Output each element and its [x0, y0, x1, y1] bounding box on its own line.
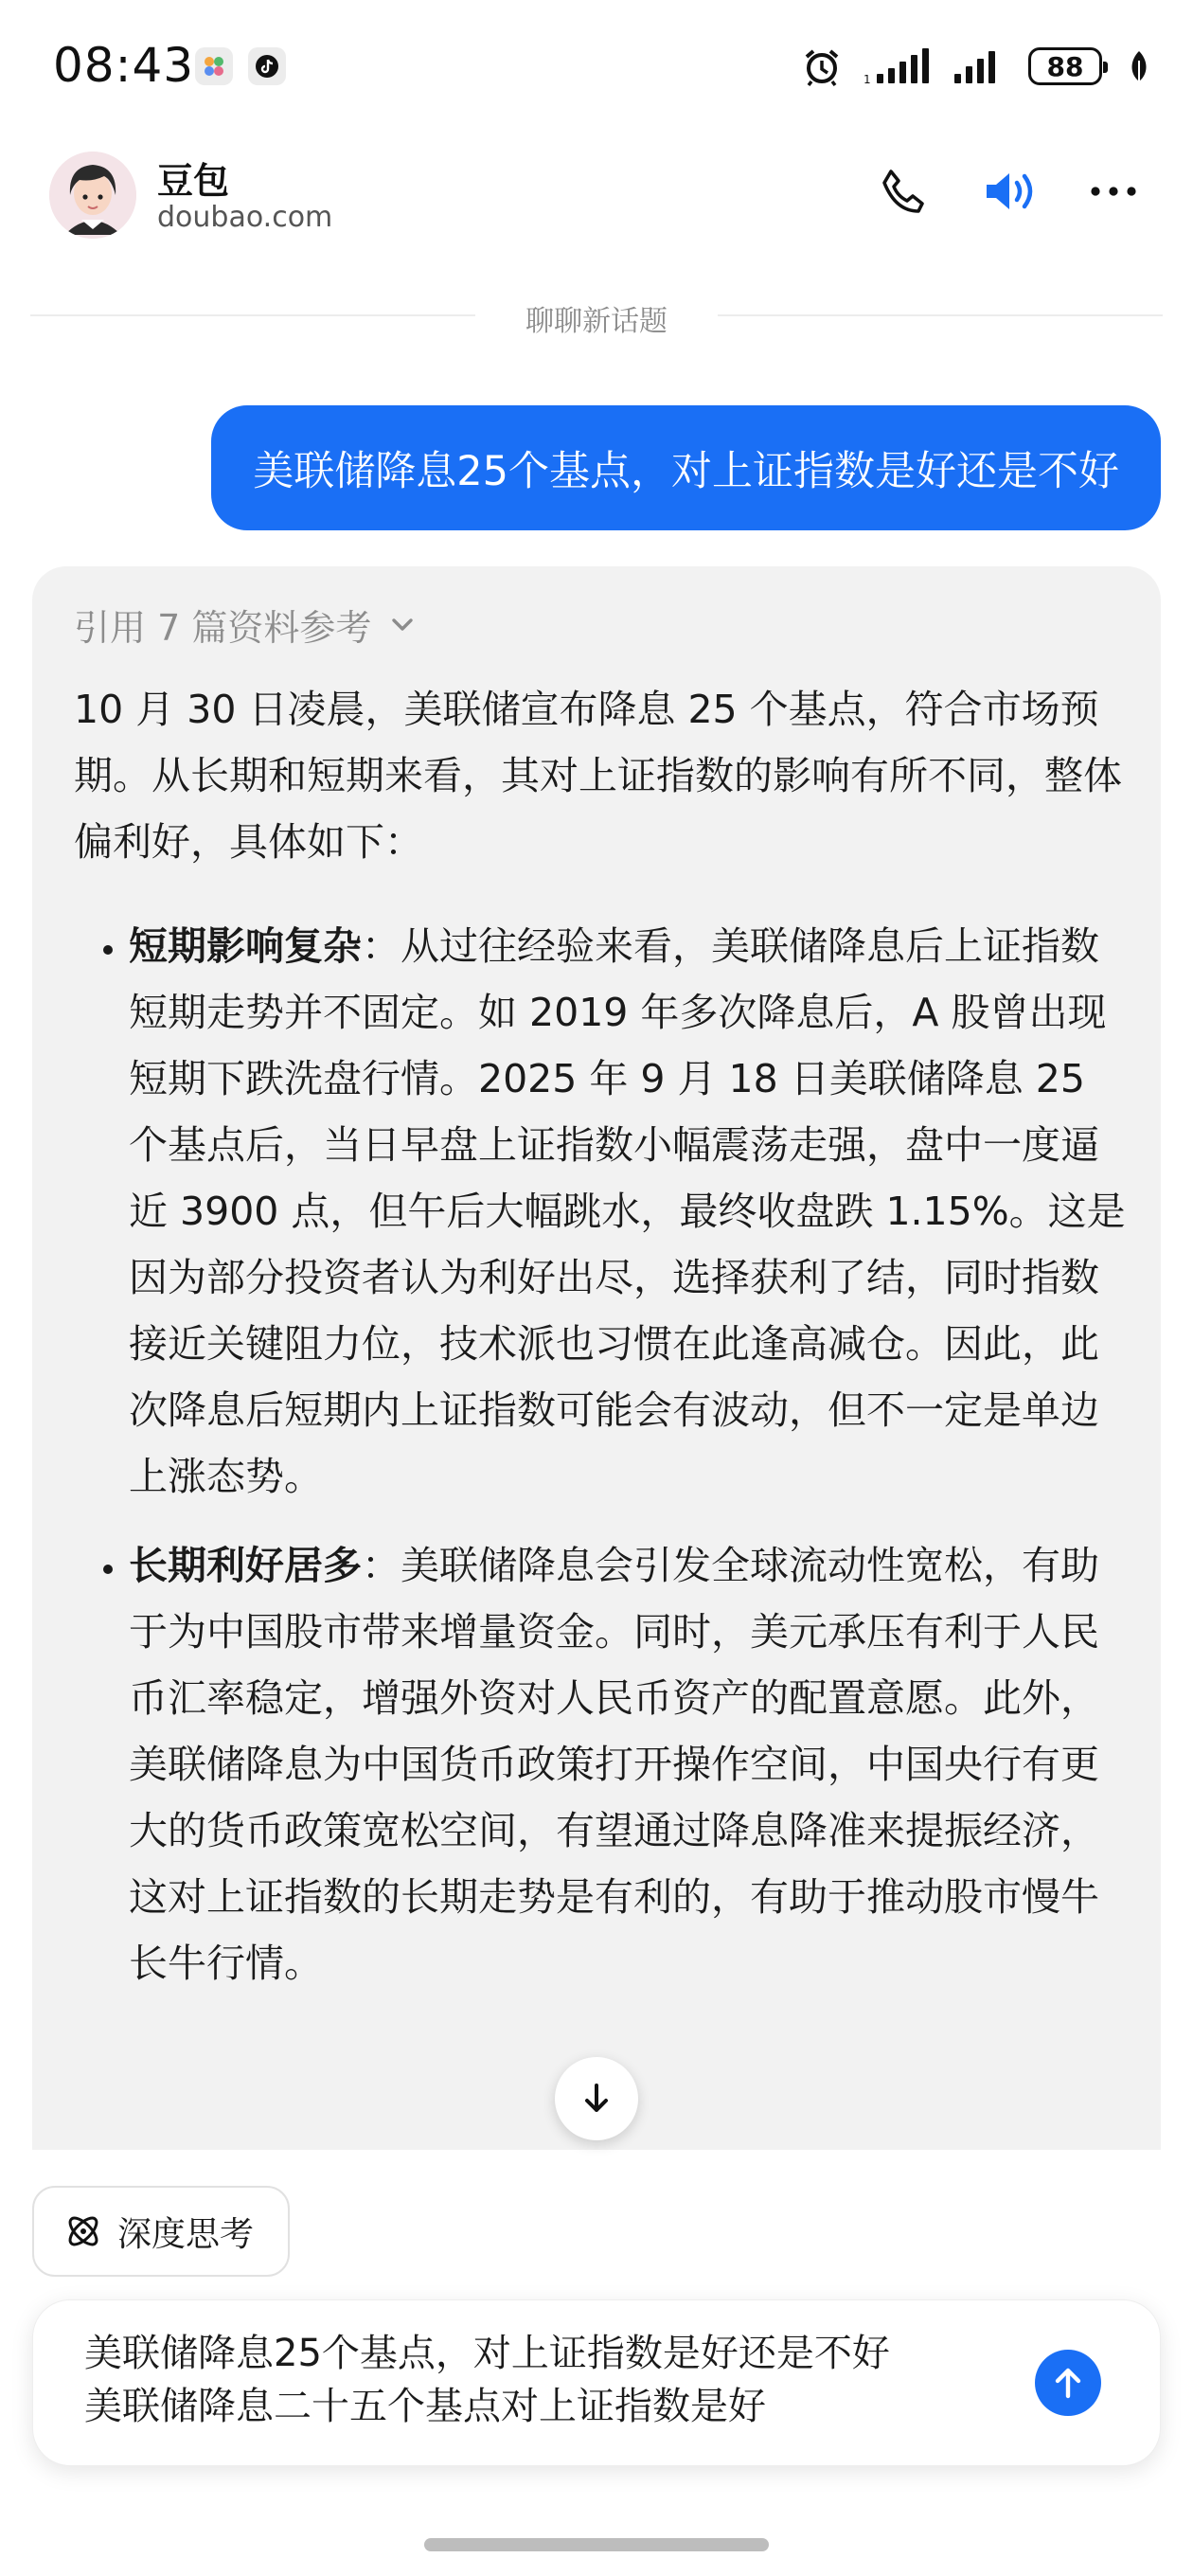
message-input[interactable] [32, 2299, 1161, 2466]
deep-think-button[interactable] [32, 2186, 290, 2277]
more-icon[interactable] [1083, 161, 1144, 222]
user-message-text: 美联储降息25个基点，对上证指数是好还是不好 [253, 447, 1119, 495]
app-notification-icon [195, 47, 233, 85]
bot-name: 豆包 [157, 160, 230, 202]
chat-header [0, 142, 1193, 284]
message-input-text[interactable] [84, 2327, 993, 2433]
answer-point: • 长期利好居多：美联储降息会引发全球流动性宽松，有助于为中国股市带来增量资金。同时，美元承压有利于人民币汇率稳定，增强外资对人民币资产的配置意愿。此外，美联储降息为中国货币政策打开操作空间，中国央行有更大的货币政策宽松空间，有望通过降息降准来提振经济，这对上证指数的长期走势是有利的，有助于推动股市慢牛长牛行情。 [129, 1532, 1134, 1996]
bot-domain: doubao.com [157, 201, 333, 234]
arrow-up-icon [1049, 2364, 1087, 2402]
scroll-to-bottom-button[interactable] [555, 2057, 638, 2140]
answer-points [74, 913, 1134, 1996]
home-indicator[interactable] [424, 2538, 769, 2551]
send-button[interactable] [1035, 2350, 1101, 2416]
answer-body [74, 653, 1134, 2019]
signal-sim1-icon [864, 47, 934, 85]
answer-point: • 短期影响复杂：从过往经验来看，美联储降息后上证指数短期走势并不固定。如 2019 年多次降息后，A 股曾出现短期下跌洗盘行情。2025 年 9 月 18 日美联储降息 25 个基点后，当日早盘上证指数小幅震荡走强，盘中一度逼近 3900 点，但午后大幅跳水，最终收盘跌 1.15%。这是因为部分投资者认为利好出尽，选择获利了结，同时指数接近关键阻力位，技术派也习惯在此逢高减仓。因此，此次降息后短期内上证指数可能会有波动，但不一定是单边上涨态势。 [129, 913, 1134, 1510]
answer-point-text: 从过往经验来看，美联储降息后上证指数短期走势并不固定。如 2019 年多次降息后，A 股曾出现短期下跌洗盘行情。2025 年 9 月 18 日美联储降息 25 个基点后，当日早盘上证指数小幅震荡走强，盘中一度逼近 3900 点，但午后大幅跳水，最终收盘跌 1.15%。这是因为部分投资者认为利好出尽，选择获利了结，同时指数接近关键阻力位，技术派也习惯在此逢高减仓。因此，此次降息后短期内上证指数可能会有波动，但不一定是单边上涨态势。 [129, 923, 1126, 1499]
input-line-1: 美联储降息25个基点，对上证指数是好还是不好 [84, 2332, 890, 2375]
speaker-icon[interactable] [979, 161, 1040, 222]
alarm-icon [801, 45, 843, 87]
input-line-2: 美联储降息二十五个基点对上证指数是好 [84, 2385, 766, 2428]
user-message-bubble[interactable] [211, 405, 1161, 530]
answer-point-text: 美联储降息会引发全球流动性宽松，有助于为中国股市带来增量资金。同时，美元承压有利于人民币汇率稳定，增强外资对人民币资产的配置意愿。此外，美联储降息为中国货币政策打开操作空间，中国央行有更大的货币政策宽松空间，有望通过降息降准来提振经济，这对上证指数的长期走势是有利的，有助于推动股市慢牛长牛行情。 [129, 1543, 1099, 1986]
status-bar [0, 0, 1193, 142]
leaf-icon [1127, 49, 1151, 83]
deep-think-label: 深度思考 [117, 2214, 255, 2254]
svg-text:1: 1 [864, 73, 871, 85]
status-indicators [801, 44, 1151, 89]
arrow-down-icon [578, 2080, 615, 2118]
signal-sim2-icon [954, 47, 1007, 85]
status-time: 08:43 [53, 38, 195, 93]
assistant-answer-card [32, 566, 1161, 2150]
answer-intro: 10 月 30 日凌晨，美联储宣布降息 25 个基点，符合市场预期。从长期和短期来看，其对上证指数的影响有所不同，整体偏利好，具体如下： [74, 687, 1122, 865]
references-toggle[interactable] [74, 599, 418, 651]
battery-indicator [1028, 47, 1102, 85]
new-topic-label: 聊聊新话题 [505, 305, 688, 338]
references-label: 引用 7 篇资料参考 [74, 607, 372, 649]
tiktok-notification-icon [248, 47, 286, 85]
chevron-down-icon [386, 609, 418, 641]
answer-point-title: 长期利好居多 [129, 1543, 362, 1588]
answer-point-title: 短期影响复杂 [129, 923, 362, 969]
avatar[interactable] [49, 152, 136, 239]
phone-icon[interactable] [873, 161, 934, 222]
atom-icon [62, 2210, 104, 2252]
battery-level: 88 [1046, 50, 1084, 82]
new-topic-divider [30, 295, 1163, 338]
